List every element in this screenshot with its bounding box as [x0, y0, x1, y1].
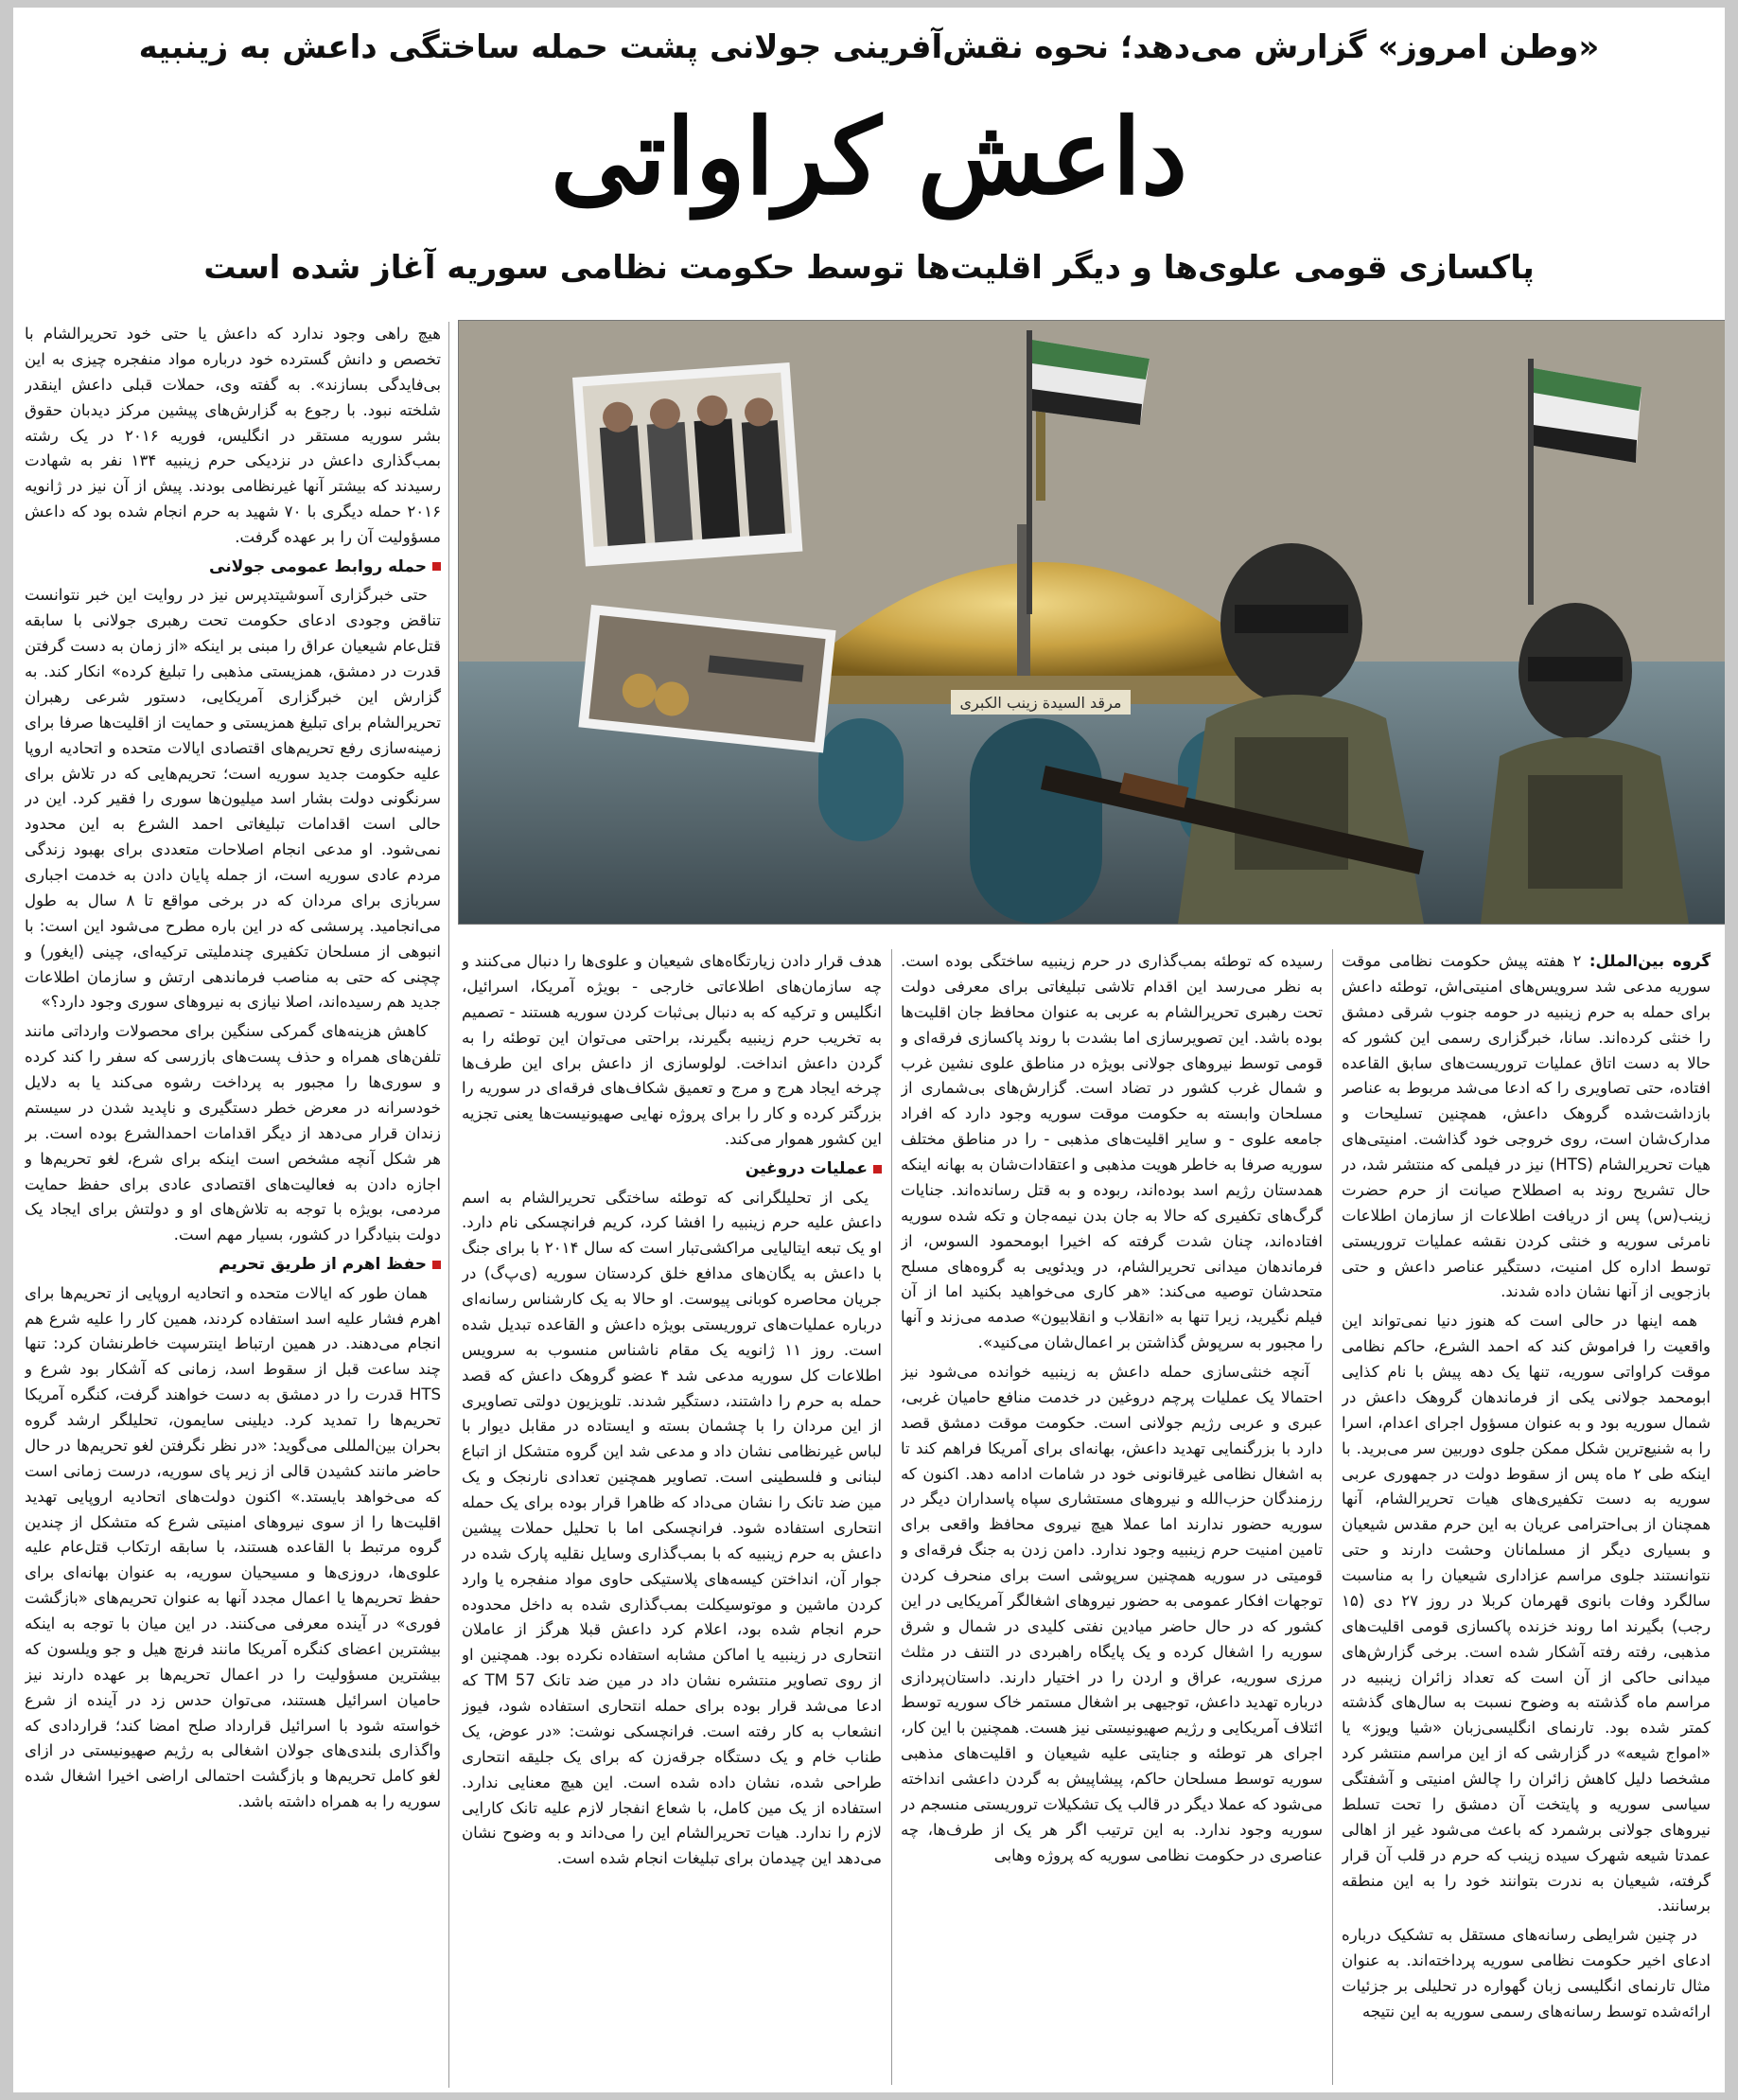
col2-paragraph: رسیده که توطئه بمب‌گذاری در حرم زینبیه ساختگی بوده است. به نظر می‌رسد این اقدام تلاشی تبلیغاتی برای معرفی دولت تحت رهبری تحریرالشام به عربی به عنوان محافظ جان اقلیت‌ها بوده باشد. این تصویرسازی اما بشدت با روند پاکسازی فرقه‌ای و قومی توسط نیروهای جولانی بویژه در مناطق علوی نشین غرب و شمال غرب کشور در تضاد است. گزارش‌های بی‌شماری از مسلحان وابسته به حکومت موقت سوریه وجود دارد که افراد جامعه علوی - و سایر اقلیت‌های مذهبی - را در مناطق مختلف سوریه صرفا به خاطر هویت مذهبی و اعتقادات‌شان به بهانه اینکه همدستان رژیم اسد بوده‌اند، ربوده و به قتل رسانده‌اند. جنایات گرگ‌های تکفیری که حالا به جان بدن نیمه‌جان و تکه شده سوریه افتاده‌اند، چنان شدت گرفته که اخیرا ابومحمود السوس، از فرماندهان میدانی تحریرالشام، در ویدئویی به گروه‌های مسلح متحدشان توصیه می‌کند: «هر کاری می‌خواهید بکنید اما از آن فیلم نگیرید، زیرا تنها به «انقلاب و انقلابیون» صدمه می‌زند و آنها را مجبور به سرپوش گذاشتن بر اعمال‌شان می‌کنید».	[901, 952, 1323, 1352]
col1-paragraph: همه اینها در حالی است که هنوز دنیا نمی‌تواند این واقعیت را فراموش کند که احمد الشرع، حاکم نظامی موقت کراواتی سوریه، تنها یک دهه پیش با نام کذایی ابومحمد جولانی یکی از فرماندهان گروهک داعش در شمال سوریه بود و به عنوان مسؤول اجرای اعدام، اسرا را به شنیع‌ترین شکل ممکن جلوی دوربین سر می‌برید. با اینکه طی ۲ ماه پس از سقوط دولت در جمهوری عربی سوریه به دست تکفیری‌های هیات تحریرالشام، آنها همچنان از بی‌احترامی عریان به این حرم مقدس شیعیان و بسیاری دیگر از مسلمانان وحشت دارند و حتی نتوانستند جلوی مراسم عزاداری شیعیان را به مناسبت سالگرد وفات بانوی قهرمان کربلا در روز ۲۷ دی (۱۵ رجب) بگیرند اما روند خزنده پاکسازی قومی اقلیت‌های مذهبی، رفته رفته آشکار شده است. برخی گزارش‌های میدانی حاکی از آن است که تعداد زائران زینبیه در مراسم ماه گذشته به وضوح نسبت به سال‌های گذشته کمتر شده بود. تارنمای انگلیسی‌زبان «شیا ویوز» یا «امواج شیعه» در گزارشی که از این مراسم منتشر کرد مشخصا دلیل کاهش زائران را چالش امنیتی و آشفتگی سیاسی سوریه و پایتخت آن دمشق را تحت تسلط نیروهای جولانی برشمرد که باعث می‌شود غیر از اهالی عمدتا شیعه شهرک سیده زینب که حرم در قلب آن قرار گرفته، شیعیان به ندرت بتوانند خود را به این منطقه برسانند.	[1342, 1312, 1711, 1915]
col4-paragraph: هیچ راهی وجود ندارد که داعش یا حتی خود تحریرالشام با تخصص و دانش گسترده خود درباره مواد منفجره چیزی به این بی‌فایدگی بسازند». به گفته وی، حملات قبلی داعش اینقدر شلخته نبود. با رجوع به گزارش‌های پیشین مرکز دیدبان حقوق بشر سوریه مستقر در انگلیس، فوریه ۲۰۱۶ در یک رشته بمب‌گذاری داعش در نزدیکی حرم زینبیه ۱۳۴ نفر به شهادت رسیدند که بیشتر آنها غیرنظامی بودند. پیش از آن نیز در ژانویه ۲۰۱۶ حمله دیگری با ۷۰ شهید به حرم انجام شده بود که داعش مسؤولیت آن را بر عهده گرفت.	[25, 325, 441, 546]
col1-lead-label: گروه بین‌الملل:	[1589, 952, 1711, 970]
col4-paragraph: حتی خبرگزاری آسوشیتدپرس نیز در روایت این خبر نتوانست تناقض وجودی ادعای حکومت تحت رهبری جولانی با سابقه قتل‌عام شیعیان عراق را مبنی بر اینکه «از زمان به دست گرفتن قدرت در دمشق، همزیستی مذهبی را تبلیغ کرده» انکار کند. به گزارش این خبرگزاری آمریکایی، دستور شرعی رهبران تحریرالشام برای تبلیغ همزیستی و حمایت از اقلیت‌ها صرفا برای زمینه‌سازی رفع تحریم‌های اقتصادی ایالات متحده و اتحادیه اروپا علیه حکومت جدید سوریه است؛ تحریم‌هایی که در تلاش برای سرنگونی دولت بشار اسد میلیون‌ها سوری را فقیر کرد. این در حالی است اقدامات تبلیغاتی احمد الشرع به این محدود نمی‌شود. او مدعی انجام اصلاحات متعددی برای بهبود زندگی مردم عادی سوریه است، از جمله پایان دادن به خدمت اجباری سربازی برای مردان که در برخی مواقع تا ۸ سال به طول می‌انجامید. پرسشی که در این باره مطرح می‌شود این است: با انبوهی از مسلحان تکفیری چندملیتی ترکیه‌ای، چینی (ایغور) و چچنی که حتی به مناصب فرماندهی ارتش و سازمان اطلاعات جدید هم رسیده‌اند، اصلا نیازی به نیروهای سوری وجود دارد؟»	[25, 586, 441, 1012]
photo-collage-illustration	[459, 321, 1725, 924]
col3-paragraph: یکی از تحلیلگرانی که توطئه ساختگی تحریرالشام به اسم داعش علیه حرم زینبیه را افشا کرد، کریم فرانچسکی نام دارد. او یک تبعه ایتالیایی مراکشی‌تبار است که سال ۲۰۱۴ با برای جنگ با داعش به یگان‌های مدافع خلق کردستان سوریه (ی‌پ‌گ) در جریان محاصره کوبانی پیوست. او حالا به یک کارشناس رسانه‌ای درباره عملیات‌های تروریستی بویژه داعش و القاعده تبدیل شده است. روز ۱۱ ژانویه یک مقام ناشناس منسوب به سرویس اطلاعات کل سوریه مدعی شد ۴ عضو گروهک داعش که قصد حمله به حرم را داشتند، دستگیر شدند. تلویزیون دولتی تصاویری از این مردان را با چشمان بسته و ایستاده در مقابل دیوار با لباس غیرنظامی نشان داد و مدعی شد این گروه متشکل از اتباع لبنانی و فلسطینی است. تصاویر همچنین تعدادی نارنجک و یک مین ضد تانک را نشان می‌داد که ظاهرا قرار بوده برای یک حمله انتحاری استفاده شود. فرانچسکی اما با تحلیل حملات پیشین داعش به حرم زینبیه که با بمب‌گذاری وسایل نقلیه پارک شده در جوار آن، انداختن کیسه‌های پلاستیکی حاوی مواد منفجره یا وارد کردن ماشین و موتوسیکلت بمب‌گذاری شده به داخل محدوده حرم انجام شده بود، اعلام کرد داعش قبلا هرگز از عاملان انتحاری در زینبیه یا اماکن مشابه استفاده نکرده بود. همچنین او از روی تصاویر منتشره نشان داد در مین ضد تانک TM 57 که ادعا می‌شد قرار بوده برای حمله انتحاری استفاده شود، فیوز انشعاب به کار رفته است. فرانچسکی نوشت: «در عوض، یک طناب خام و یک دستگاه جرقه‌زن که برای یک جلیقه انتحاری طراحی شده، نشان داده شده است. این هیچ معنایی ندارد. استفاده از یک مین کامل، با شعاع انفجار لازم علیه تانک کارایی لازم را ندارد. هیات تحریرالشام این را می‌داند و به وضوح نشان می‌دهد این چیدمان برای تبلیغات انجام شده است.	[462, 1188, 882, 1868]
col3-paragraph: هدف قرار دادن زیارتگاه‌های شیعیان و علوی‌ها را دنبال می‌کنند و چه سازمان‌های اطلاعاتی خارجی - بویژه آمریکا، اسرائیل، انگلیس و ترکیه که به دنبال بی‌ثبات کردن سوریه هستند - تصمیم به تخریب حرم زینبیه بگیرند، براحتی می‌توان این توطئه را به گردن داعش انداخت. لولوسازی از داعش برای این طرف‌ها چرخه ایجاد هرج و مرج و تعمیق شکاف‌های فرقه‌ای در سوریه را بزرگتر کرده و کار را برای پروژه نهایی صهیونیست‌ها یعنی تجزیه این کشور هموار می‌کند.	[462, 952, 882, 1149]
column-1	[1342, 949, 1711, 2085]
subheading-marker-icon	[873, 1165, 882, 1174]
col1-paragraph: در چنین شرایطی رسانه‌های مستقل به تشکیک درباره ادعای اخیر حکومت نظامی سوریه پرداخته‌اند. به عنوان مثال تارنمای انگلیسی زبان گهواره در تحلیلی بر جزئیات ارائه‌شده توسط رسانه‌های رسمی سوریه به این نتیجه	[1342, 1926, 1711, 2021]
column-2	[901, 949, 1323, 2085]
article-headline: داعش کراواتی	[550, 96, 1188, 218]
col3-subheading	[462, 1156, 882, 1183]
photo-sign-text: مرقد السيدة زينب الكبرى	[959, 694, 1122, 712]
article-subhead: پاکسازی قومی علوی‌ها و دیگر اقلیت‌ها توسط حکومت نظامی سوریه آغاز شده است	[203, 249, 1535, 287]
column-divider	[448, 322, 449, 2088]
col1-lead-text: ۲ هفته پیش حکومت نظامی موقت سوریه مدعی شد سرویس‌های امنیتی‌اش، توطئه داعش برای حمله به حرم زینبیه در حومه جنوب شرقی دمشق را خنثی کرده‌اند. سانا، خبرگزاری رسمی این کشور که حالا به دست اتاق عملیات تروریست‌های سابق القاعده افتاده، حتی تصاویری را که ادعا می‌شد مربوط به عناصر بازداشت‌شده گروهک داعش، همچنین تسلیحات و مدارک‌شان است، روی خروجی خود گذاشت. امنیتی‌های هیات تحریرالشام (HTS) نیز در فیلمی که منتشر شد، در حال تشریح روند به اصطلاح صیانت از حرم حضرت زینب(س) پس از دریافت اطلاعات از سازمان اطلاعات نامرئی سوریه و خنثی کردن نقشه عملیات تروریستی توسط اداره کل امنیت، دستگیر عناصر داعش و حتی بازجویی از آنها نشان داده شدند.	[1342, 952, 1711, 1301]
col4-subheading-1-text: حمله روابط عمومی جولانی	[209, 556, 427, 576]
col4-subheading-1	[25, 555, 441, 581]
subheading-marker-icon	[432, 1261, 441, 1269]
col4-subheading-2	[25, 1252, 441, 1279]
article-kicker: «وطن امروز» گزارش می‌دهد؛ نحوه نقش‌آفرینی جولانی پشت حمله ساختگی داعش به زینبیه	[138, 28, 1600, 66]
newspaper-page	[13, 8, 1725, 2092]
column-4	[25, 322, 441, 2088]
col1-lead-paragraph	[1342, 949, 1711, 1305]
col4-paragraph: کاهش هزینه‌های گمرکی سنگین برای محصولات وارداتی مانند تلفن‌های همراه و حذف پست‌های بازرسی که سفر را کند کرده و سوری‌ها را مجبور به پرداخت رشوه می‌کند یا به دلایل خودسرانه در معرض خطر دستگیری و ناپدید شدن در سیستم زندان قرار می‌دهد از دیگر اقدامات احمدالشرع بوده است. بر هر شکل آنچه مشخص است اینکه برای شرع، لغو تحریم‌ها و اجازه دادن به فعالیت‌های اقتصادی عادی برای حفظ حمایت مردمی، بویژه با توجه به تلاش‌های او و دولتش برای ایجاد یک دولت بنیادگرا در کشور، بسیار مهم است.	[25, 1022, 441, 1244]
col4-subheading-2-text: حفظ اهرم از طریق تحریم	[219, 1255, 427, 1275]
col2-paragraph: آنچه خنثی‌سازی حمله داعش به زینبیه خوانده می‌شود نیز احتمالا یک عملیات پرچم دروغین در خدمت منافع حامیان غربی، عبری و عربی رژیم جولانی است. حکومت موقت دمشق قصد دارد با بزرگنمایی تهدید داعش، بهانه‌ای برای آمریکا فراهم کند تا به اشغال نظامی غیرقانونی خود در شامات ادامه دهد. اکنون که رزمندگان حزب‌الله و نیروهای مستشاری سپاه پاسداران دیگر در سوریه حضور ندارند اما عملا هیچ نیروی محافظ واقعی برای تامین امنیت حرم زینبیه وجود ندارد. دامن زدن به جنگ فرقه‌ای و قومیتی در سوریه همچنین سرپوشی است برای منحرف کردن توجهات افکار عمومی به حضور نیروهای اشغالگر آمریکایی در این کشور که در حال حاضر میادین نفتی کلیدی در شمال و شرق سوریه را اشغال کرده و یک پایگاه راهبردی در التنف در مثلث مرزی سوریه، عراق و اردن را در اختیار دارند. داستان‌پردازی درباره تهدید داعش، توجیهی بر اشغال مستمر خاک سوریه توسط ائتلاف آمریکایی و رژیم صهیونیستی نیز هست. همچنین با این کار، اجرای هر توطئه و جنایتی علیه شیعیان و اقلیت‌های مذهبی سوریه توسط مسلحان حاکم، پیشاپیش به گردن داعشی انداخته می‌شود که عملا دیگر در قالب یک تشکیلات تروریستی منسجم در سوریه وجود ندارد. به این ترتیب اگر هر یک از طرف‌ها، چه عناصری در حکومت نظامی سوریه که پروژه وهابی	[901, 1363, 1323, 1864]
subheading-marker-icon	[432, 562, 441, 571]
column-divider	[891, 949, 892, 2085]
col4-paragraph: همان طور که ایالات متحده و اتحادیه اروپایی از تحریم‌ها برای اهرم فشار علیه اسد استفاده کردند، همین کار را علیه شرع هم انجام می‌دهند. در همین ارتباط اینترسپت خاطرنشان کرد: تنها چند ساعت قبل از سقوط اسد، زمانی که آشکار بود شرع و HTS قدرت را در دمشق به دست خواهند گرفت، کنگره آمریکا تحریم‌ها را تمدید کرد. دیلینی سایمون، تحلیلگر ارشد گروه بحران بین‌المللی می‌گوید: «در نظر نگرفتن لغو تحریم‌ها در حال حاضر مانند کشیدن قالی از زیر پای سوریه، درست زمانی است که می‌خواهد بایستد.» اکنون دولت‌های اتحادیه اروپایی تهدید اقلیت‌ها را از سوی نیروهای امنیتی شرع که متشکل از چندین گروه مرتبط با القاعده هستند، با سابقه ارتکاب قتل‌عام علیه علوی‌ها، دروزی‌ها و مسیحیان سوریه، به عنوان بهانه‌ای برای حفظ تحریم‌ها یا اعمال مجدد آنها به عنوان تحریم‌های «بازگشت فوری» در آینده معرفی می‌کنند. در این میان با توجه به اینکه بیشترین اعضای کنگره آمریکا مانند فرنچ هیل و جو ویلسون که بیشترین مسؤولیت را در اعمال تحریم‌ها بر عهده دارند نیز حامیان اسرائیل هستند، می‌توان حدس زد در آینده از شرع خواسته شود با اسرائیل قرارداد صلح امضا کند؛ قراردادی که واگذاری بلندی‌های جولان اشغالی به رژیم صهیونیستی در ازای لغو کامل تحریم‌ها و بازگشت احتمالی اراضی اخیرا اشغال شده سوریه را به همراه داشته باشد.	[25, 1283, 441, 1811]
article-photo	[458, 320, 1725, 925]
column-3	[462, 949, 882, 2085]
column-divider	[1332, 949, 1333, 2085]
col3-subheading-text: عملیات دروغین	[745, 1159, 868, 1178]
